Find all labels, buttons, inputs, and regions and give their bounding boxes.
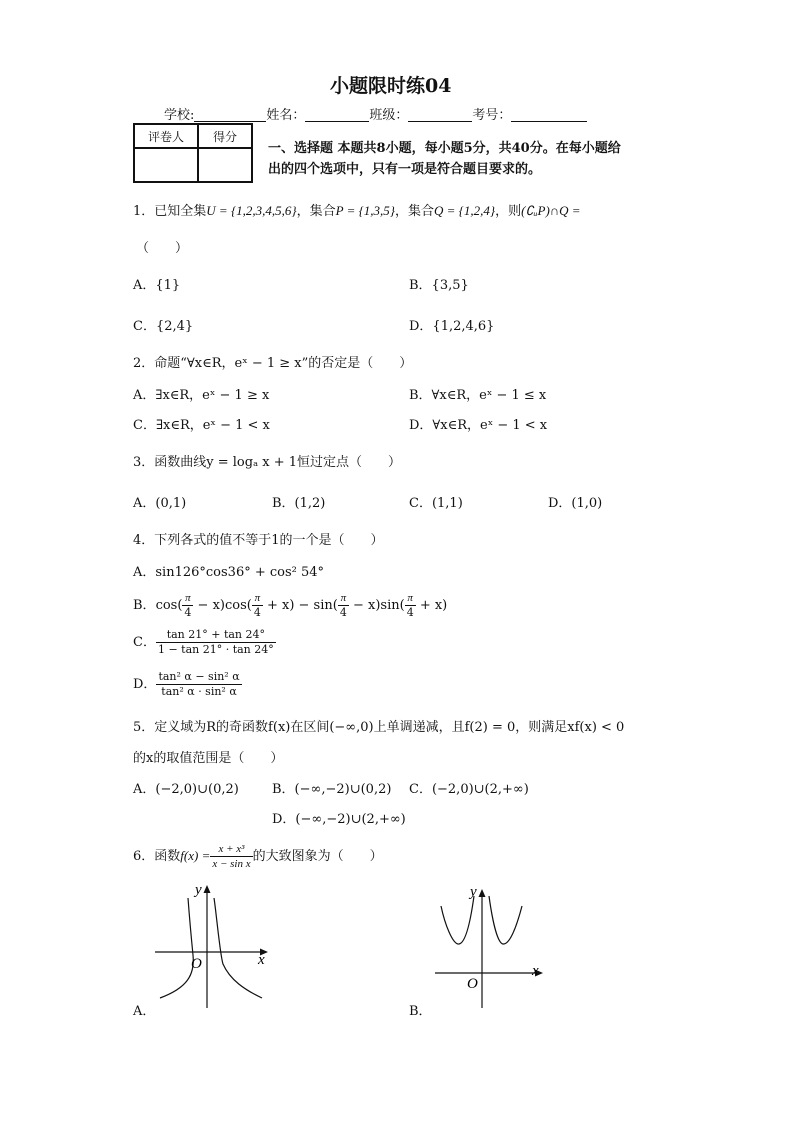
y-axis-arrow-icon xyxy=(479,889,486,897)
q4-option-d[interactable] xyxy=(133,670,242,699)
score-cell[interactable] xyxy=(198,148,252,182)
q1-option-c[interactable]: C．{2,4} xyxy=(133,319,194,334)
fraction xyxy=(338,591,349,620)
q4-option-b[interactable] xyxy=(133,591,447,620)
q1-text-b: ，集合 xyxy=(296,204,336,219)
name-field[interactable] xyxy=(305,107,369,122)
q6-option-b-label[interactable]: B． xyxy=(409,1004,432,1019)
q2-option-b[interactable]: B．∀x∈R，eˣ − 1 ≤ x xyxy=(409,388,547,403)
student-info-line xyxy=(164,104,587,123)
numerator: π xyxy=(405,591,416,606)
denominator: 4 xyxy=(406,606,414,619)
x-label: x xyxy=(532,963,539,979)
q4-option-c[interactable] xyxy=(133,628,276,657)
q1-text-d: ，则 xyxy=(495,204,522,219)
q1-option-a[interactable]: A．{1} xyxy=(133,278,181,293)
q2-option-a[interactable]: A．∃x∈R，eˣ − 1 ≥ x xyxy=(133,388,270,403)
fraction xyxy=(156,628,276,657)
numerator: tan 21° + tan 24° xyxy=(156,628,276,643)
fraction xyxy=(156,670,241,699)
q1-option-d[interactable]: D．{1,2,4,6} xyxy=(409,319,495,334)
question-5-stem-line2: 的x的取值范围是（ ） xyxy=(133,751,284,766)
q6-text-b: 的大致图象为（ ） xyxy=(252,849,383,864)
q4-b-part: + x) − sin( xyxy=(262,598,338,613)
x-label: x xyxy=(258,952,265,968)
q4-b-part: cos( xyxy=(155,598,183,613)
question-2-stem: 2．命题“∀x∈R，eˣ − 1 ≥ x”的否定是（ ） xyxy=(133,356,413,371)
y-axis-arrow-icon xyxy=(204,885,211,893)
numerator: x + x³ xyxy=(210,842,252,857)
score-header: 得分 xyxy=(198,124,252,148)
q1-option-b[interactable]: B．{3,5} xyxy=(409,278,469,293)
denominator: x − sin x xyxy=(212,858,251,870)
question-1-stem xyxy=(133,200,581,219)
section-instruction-line1: 一、选择题 本题共8小题，每小题5分，共40分。在每小题给 xyxy=(268,141,621,156)
q2-option-c[interactable]: C．∃x∈R，eˣ − 1 < x xyxy=(133,418,270,433)
q5-option-b[interactable]: B．(−∞,−2)∪(0,2) xyxy=(272,782,392,797)
fraction xyxy=(252,591,263,620)
y-label: y xyxy=(195,882,202,898)
curve-left xyxy=(160,898,193,998)
school-field[interactable] xyxy=(194,107,266,122)
page-title: 小题限时练04 xyxy=(330,75,452,97)
q6-text-a: 6．函数 xyxy=(133,849,181,864)
q3-option-d[interactable]: D．(1,0) xyxy=(548,496,603,511)
numerator: π xyxy=(182,591,193,606)
question-5-stem-line1: 5．定义域为R的奇函数f(x)在区间(−∞,0)上单调递减，且f(2) = 0，则满足xf(x) < 0 xyxy=(133,720,625,735)
numerator: π xyxy=(338,591,349,606)
q4-c-label: C． xyxy=(133,635,156,650)
q4-b-part: − x)sin( xyxy=(348,598,405,613)
graph-option-a[interactable] xyxy=(150,880,280,1010)
q5-option-d[interactable]: D．(−∞,−2)∪(2,+∞) xyxy=(272,812,406,827)
reviewer-cell[interactable] xyxy=(134,148,198,182)
class-field[interactable] xyxy=(408,107,472,122)
question-1-paren: （ ） xyxy=(136,241,189,256)
denominator: 1 − tan 21° · tan 24° xyxy=(157,643,274,656)
question-3-stem: 3．函数曲线y = logₐ x + 1恒过定点（ ） xyxy=(133,455,401,470)
graph-option-b[interactable] xyxy=(425,880,555,1010)
q6-fx: f(x) = xyxy=(180,848,211,863)
curve-left xyxy=(441,896,474,944)
curve-right xyxy=(489,896,522,944)
denominator: 4 xyxy=(253,606,261,619)
question-4-stem: 4．下列各式的值不等于1的一个是（ ） xyxy=(133,533,384,548)
numerator: π xyxy=(252,591,263,606)
q3-option-c[interactable]: C．(1,1) xyxy=(409,496,463,511)
numerator: tan² α − sin² α xyxy=(158,670,240,683)
fraction xyxy=(210,842,252,871)
score-table xyxy=(133,123,253,183)
q5-option-a[interactable]: A．(−2,0)∪(0,2) xyxy=(133,782,239,797)
class-label: 班级： xyxy=(369,108,409,123)
q4-b-part: − x)cos( xyxy=(193,598,252,613)
q3-option-a[interactable]: A．(0,1) xyxy=(133,496,187,511)
denominator: tan² α · sin² α xyxy=(161,685,237,698)
q1-text-c: ，集合 xyxy=(395,204,435,219)
exam-no-field[interactable] xyxy=(511,107,587,122)
q5-option-c[interactable]: C．(−2,0)∪(2,+∞) xyxy=(409,782,529,797)
q4-b-label: B． xyxy=(133,598,156,613)
school-label: 学校: xyxy=(164,108,195,123)
y-label: y xyxy=(470,884,477,900)
q1-expression: (∁ᵤP)∩Q = xyxy=(521,203,581,218)
name-label: 姓名： xyxy=(266,108,306,123)
denominator: 4 xyxy=(339,606,347,619)
q1-set-u: U = {1,2,3,4,5,6} xyxy=(206,203,297,218)
q6-option-a-label[interactable]: A． xyxy=(133,1004,156,1019)
q4-option-a[interactable]: A．sin126°cos36° + cos² 54° xyxy=(133,565,325,580)
fraction xyxy=(182,591,193,620)
q2-option-d[interactable]: D．∀x∈R，eˣ − 1 < x xyxy=(409,418,548,433)
reviewer-header: 评卷人 xyxy=(134,124,198,148)
question-6-stem xyxy=(133,842,383,871)
origin-label: O xyxy=(191,956,202,972)
q1-set-p: P = {1,3,5} xyxy=(335,203,395,218)
q4-d-label: D． xyxy=(133,677,157,692)
q3-option-b[interactable]: B．(1,2) xyxy=(272,496,326,511)
section-instruction-line2: 出的四个选项中，只有一项是符合题目要求的。 xyxy=(268,162,542,177)
origin-label: O xyxy=(467,976,478,992)
fraction xyxy=(405,591,416,620)
q4-b-part: + x) xyxy=(415,598,448,613)
curve-right xyxy=(214,898,262,998)
q1-text-a: 1．已知全集 xyxy=(133,204,207,219)
q1-set-q: Q = {1,2,4} xyxy=(434,203,496,218)
denominator: 4 xyxy=(184,606,192,619)
exam-no-label: 考号： xyxy=(472,108,512,123)
